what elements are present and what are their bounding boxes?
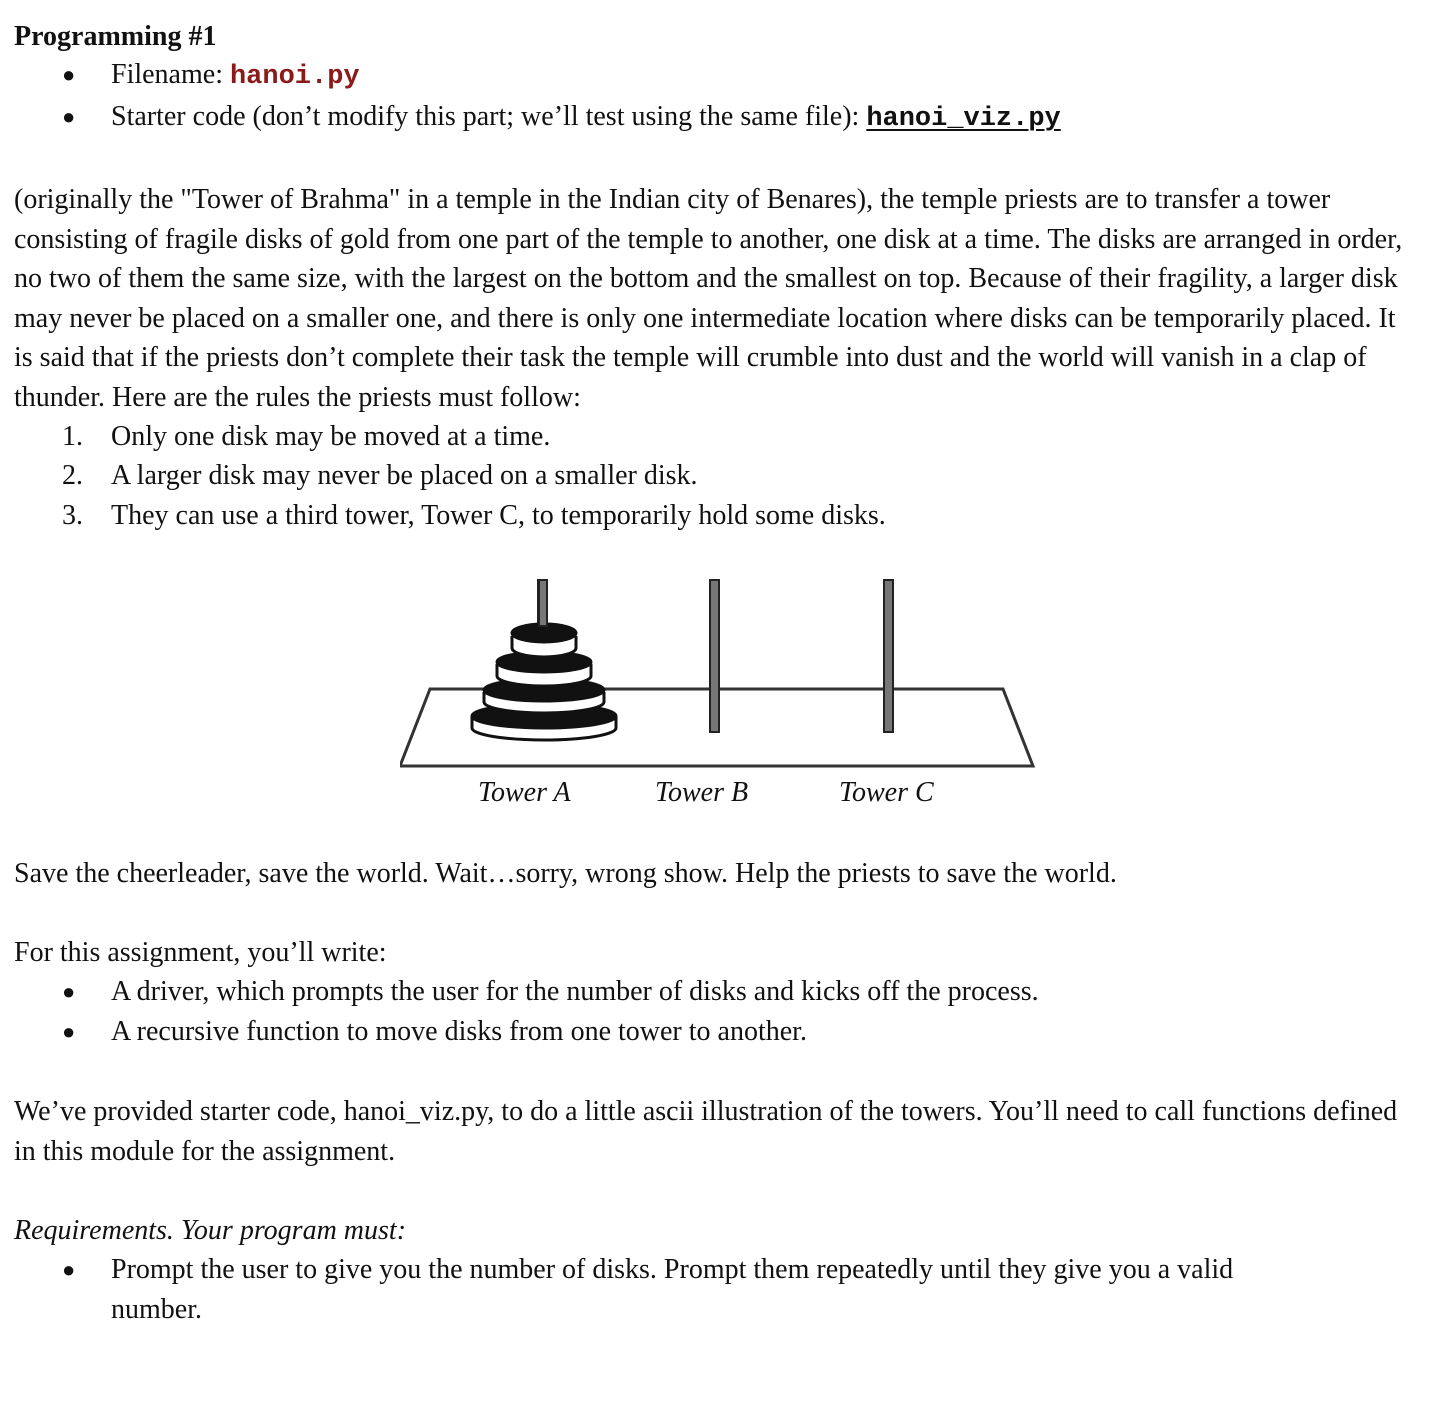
list-item-text: A driver, which prompts the user for the number of disks and kicks off the process. (111, 976, 1039, 1007)
filename-label: Filename: (111, 59, 230, 90)
peg-c (884, 580, 893, 732)
tower-a-label: Tower A (478, 777, 571, 808)
page-title: Programming #1 (14, 21, 217, 52)
disk-1-smallest (512, 624, 576, 657)
rule-number: 1. (62, 421, 83, 452)
assignment-intro: For this assignment, you’ll write: (14, 937, 387, 968)
rule-number: 2. (62, 460, 83, 491)
bullet-icon: ● (62, 1019, 76, 1044)
starter-label: Starter code (don’t modify this part; we’ll test using the same file): (111, 101, 867, 132)
peg-b (710, 580, 719, 732)
tower-b-label: Tower B (655, 777, 749, 808)
rule-text: Only one disk may be moved at a time. (111, 421, 551, 452)
starter-code-link[interactable]: hanoi_viz.py (866, 104, 1061, 134)
intro-paragraph: (originally the "Tower of Brahma" in a temple in the Indian city of Benares), the temple priests are to transfer a tower consisting of fragile disks of gold from one part of the temple to another, one disk at a time. The disks are arranged in order, no two of them the same size, with the largest on the bottom and the smallest on top. Because of their fragility, a larger disk may never be placed on a smaller one, and there is only one intermediate location where disks can be temporarily placed. It is said that if the priests don’t complete their task the temple will crumble into dust and the world will vanish in a clap of thunder. Here are the rules the priests must follow: (14, 184, 1403, 413)
rule-number: 3. (62, 500, 83, 531)
save-the-world-line: Save the cheerleader, save the world. Wait…sorry, wrong show. Help the priests to save the world. (14, 858, 1117, 889)
bullet-icon: ● (62, 62, 76, 87)
rule-text: A larger disk may never be placed on a smaller disk. (111, 460, 698, 491)
requirements-heading: Requirements. Your program must: (14, 1215, 407, 1246)
bullet-icon: ● (62, 979, 76, 1004)
starter-code-paragraph: We’ve provided starter code, hanoi_viz.py, to do a little ascii illustration of the towers. You’ll need to call functions defined in this module for the assignment. (14, 1096, 1398, 1167)
peg-a-top (539, 580, 547, 626)
bullet-icon: ● (62, 1257, 76, 1282)
rule-text: They can use a third tower, Tower C, to temporarily hold some disks. (111, 500, 886, 531)
tower-c-label: Tower C (839, 777, 934, 808)
requirement-text-line-2: number. (111, 1294, 202, 1325)
filename-code: hanoi.py (229, 62, 360, 92)
list-item-text: A recursive function to move disks from one tower to another. (111, 1016, 807, 1047)
bullet-icon: ● (62, 104, 76, 129)
requirement-text-line-1: Prompt the user to give you the number of disks. Prompt them repeatedly until they give you a valid (111, 1254, 1234, 1285)
